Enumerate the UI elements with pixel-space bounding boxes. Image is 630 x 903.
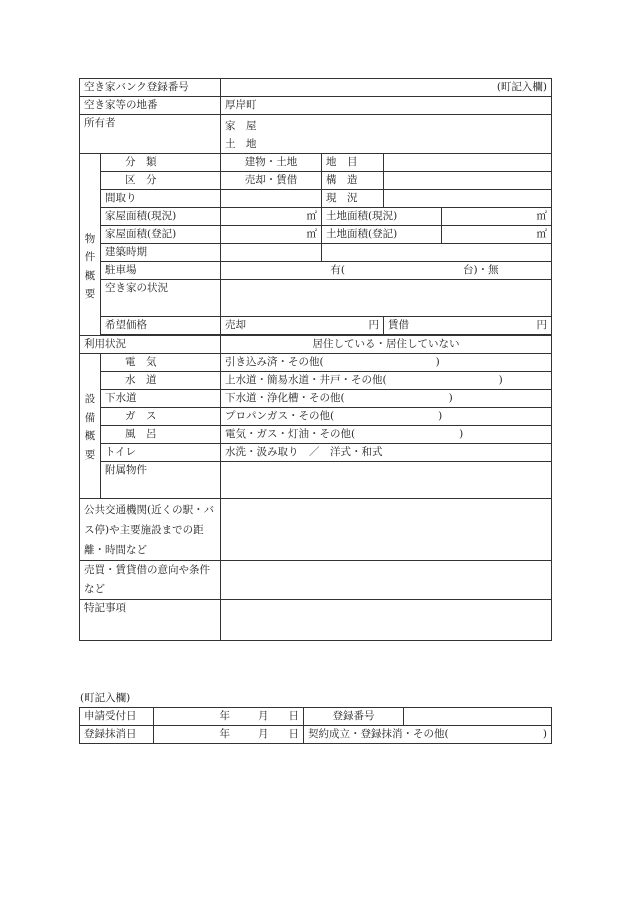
desired-price-label: 希望価格	[101, 317, 221, 335]
sale-yen-unit: 円	[368, 318, 380, 331]
rent-yen-unit: 円	[536, 318, 548, 331]
floor-area-current-value[interactable]: ㎡	[221, 208, 322, 226]
sale-conditions-value[interactable]	[221, 561, 552, 600]
category-label: 分 類	[101, 154, 221, 172]
owner-house-label: 家 屋	[225, 120, 257, 132]
build-period-extra	[322, 244, 552, 262]
vacant-condition-value[interactable]	[221, 280, 552, 317]
special-notes-label: 特記事項	[80, 600, 221, 641]
section-facility-overview: 設 備 概 要	[80, 354, 101, 499]
division-label: 区 分	[101, 172, 221, 190]
usage-status-value[interactable]: 居住している・居住していない	[221, 336, 552, 354]
structure-label: 構 造	[322, 172, 384, 190]
land-area-current-label: 土地面積(現況)	[322, 208, 442, 226]
rent-label: 賃借	[388, 318, 410, 331]
division-value[interactable]: 売却・賃借	[221, 172, 322, 190]
rent-price-field[interactable]	[384, 317, 552, 335]
bath-value[interactable]: 電気・ガス・灯油・その他( )	[221, 426, 552, 444]
build-period-value[interactable]	[221, 244, 322, 262]
electricity-value[interactable]: 引き込み済・その他( )	[221, 354, 552, 372]
town-entry-caption: (町記入欄)	[80, 692, 131, 704]
land-use-label: 地 目	[322, 154, 384, 172]
electricity-label: 電 気	[101, 354, 221, 372]
parking-value[interactable]	[221, 262, 552, 280]
owner-value[interactable]	[221, 115, 552, 154]
bank-reg-no-label: 空き家バンク登録番号	[80, 79, 221, 97]
toilet-value[interactable]: 水洗・汲み取り ／ 洋式・和式	[221, 444, 552, 462]
owner-land-label: 土 地	[225, 138, 257, 150]
usage-status-label: 利用状況	[80, 336, 221, 354]
sale-label: 売却	[225, 318, 247, 331]
transport-access-label: 公共交通機関(近くの駅・バス停)や主要施設までの距離・時間など	[80, 499, 221, 561]
sale-price-field[interactable]	[221, 317, 384, 335]
registration-number-label: 登録番号	[304, 708, 404, 726]
current-state-value[interactable]	[384, 190, 552, 208]
registration-admin-table	[79, 707, 552, 744]
owner-label: 所有者	[80, 115, 221, 154]
bath-label: 風 呂	[101, 426, 221, 444]
toilet-label: トイレ	[101, 444, 221, 462]
floor-area-registered-label: 家屋面積(登記)	[101, 226, 221, 244]
water-label: 水 道	[101, 372, 221, 390]
current-state-label: 現 況	[322, 190, 384, 208]
application-received-label: 申請受付日	[80, 708, 154, 726]
registration-removed-date[interactable]: 年 月 日	[154, 726, 304, 744]
parking-label: 駐車場	[101, 262, 221, 280]
land-area-registered-value[interactable]: ㎡	[442, 226, 552, 244]
parking-none-text: 台)・無	[463, 263, 499, 276]
build-period-label: 建築時期	[101, 244, 221, 262]
layout-label: 間取り	[101, 190, 221, 208]
category-value[interactable]: 建物・土地	[221, 154, 322, 172]
lot-number-label: 空き家等の地番	[80, 97, 221, 115]
application-received-date[interactable]: 年 月 日	[154, 708, 304, 726]
parking-has-text: 有(	[330, 263, 346, 276]
sale-conditions-label: 売買・賃貸借の意向や条件など	[80, 561, 221, 600]
attached-property-label: 附属物件	[101, 462, 221, 499]
floor-area-registered-value[interactable]: ㎡	[221, 226, 322, 244]
gas-label: ガ ス	[101, 408, 221, 426]
vacant-condition-label: 空き家の状況	[101, 280, 221, 317]
water-value[interactable]: 上水道・簡易水道・井戸・その他( )	[221, 372, 552, 390]
registration-number-value[interactable]	[404, 708, 552, 726]
property-registration-table	[79, 78, 552, 641]
floor-area-current-label: 家屋面積(現況)	[101, 208, 221, 226]
section-property-overview: 物 件 概 要	[80, 154, 101, 336]
special-notes-value[interactable]	[221, 600, 552, 641]
registration-removed-label: 登録抹消日	[80, 726, 154, 744]
sewer-value[interactable]: 下水道・浄化槽・その他( )	[221, 390, 552, 408]
structure-value[interactable]	[384, 172, 552, 190]
sewer-label: 下水道	[101, 390, 221, 408]
land-area-registered-label: 土地面積(登記)	[322, 226, 442, 244]
layout-value[interactable]	[221, 190, 322, 208]
transport-access-value[interactable]	[221, 499, 552, 561]
town-entry-note: (町記入欄)	[221, 79, 552, 97]
lot-number-value[interactable]: 厚岸町	[221, 97, 552, 115]
gas-value[interactable]: プロパンガス・その他( )	[221, 408, 552, 426]
attached-property-value[interactable]	[221, 462, 552, 499]
removal-reason-value[interactable]: 契約成立・登録抹消・その他( )	[304, 726, 552, 744]
land-area-current-value[interactable]: ㎡	[442, 208, 552, 226]
land-use-value[interactable]	[384, 154, 552, 172]
